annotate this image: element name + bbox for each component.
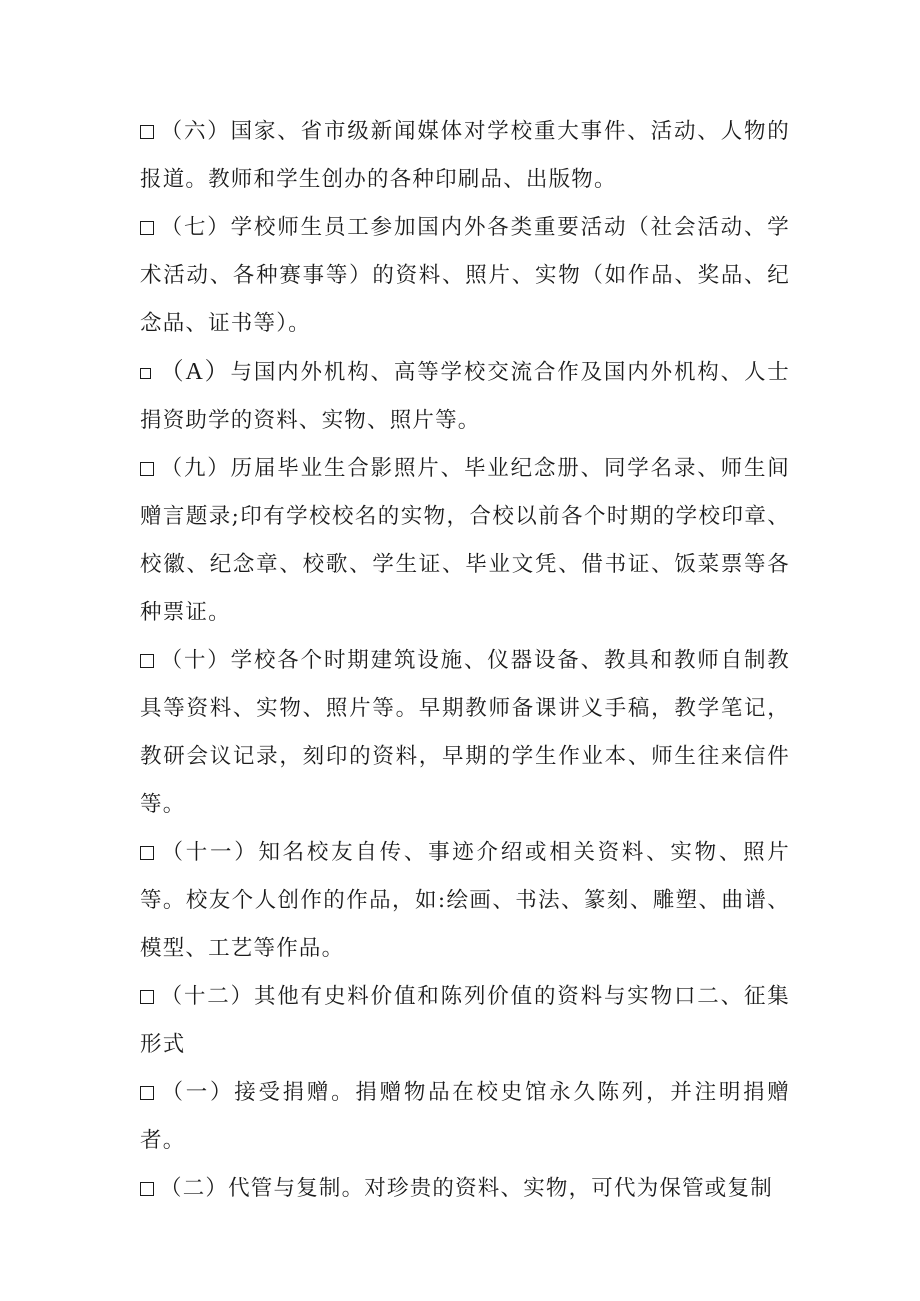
paragraph-form-1 <box>140 1069 790 1165</box>
paragraph-item-6 <box>140 108 790 204</box>
paragraph-text: （六）国家、省市级新闻媒体对学校重大事件、活动、人物的报道。教师和学生创办的各种印刷品、出版物。 <box>140 119 790 192</box>
paragraph-text: （十）学校各个时期建筑设施、仪器设备、教具和教师自制教具等资料、实物、照片等。早期教师备课讲义手稿，教学笔记，教研会议记录，刻印的资料，早期的学生作业本、师生往来信件等。 <box>140 648 790 817</box>
checkbox-icon <box>140 990 154 1004</box>
checkbox-icon <box>140 125 154 139</box>
paragraph-text: （一）接受捐赠。捐赠物品在校史馆永久陈列，并注明捐赠者。 <box>140 1080 790 1153</box>
paragraph-item-7 <box>140 204 790 348</box>
paragraph-text: （二）代管与复制。对珍贵的资料、实物，可代为保管或复制 <box>160 1176 773 1201</box>
paragraph-text: （七）学校师生员工参加国内外各类重要活动（社会活动、学术活动、各种赛事等）的资料、照片、实物（如作品、奖品、纪念品、证书等）。 <box>140 215 790 336</box>
checkbox-icon <box>140 654 154 668</box>
paragraph-item-8 <box>140 348 790 445</box>
paragraph-item-9 <box>140 445 790 637</box>
paragraph-form-2 <box>140 1165 790 1213</box>
paragraph-text: （十一）知名校友自传、事迹介绍或相关资料、实物、照片等。校友个人创作的作品，如:绘画、书法、篆刻、雕塑、曲谱、模型、工艺等作品。 <box>140 840 790 961</box>
checkbox-icon <box>140 1086 154 1100</box>
checkbox-icon <box>140 221 154 235</box>
document-body <box>140 108 790 1213</box>
checkbox-icon <box>140 846 154 860</box>
paragraph-item-11 <box>140 829 790 973</box>
paragraph-prefix: （A） <box>159 359 231 385</box>
paragraph-text: 与国内外机构、高等学校交流合作及国内外机构、人士捐资助学的资料、实物、照片等。 <box>140 360 790 433</box>
paragraph-text: （九）历届毕业生合影照片、毕业纪念册、同学名录、师生间赠言题录;印有学校校名的实物，合校以前各个时期的学校印章、校徽、纪念章、校歌、学生证、毕业文凭、借书证、饭菜票等各种票证。 <box>140 456 790 625</box>
checkbox-icon <box>140 1182 154 1196</box>
paragraph-item-12 <box>140 973 790 1069</box>
paragraph-item-10 <box>140 637 790 829</box>
checkbox-icon <box>140 462 154 476</box>
checkbox-icon <box>140 368 151 379</box>
paragraph-text: （十二）其他有史料价值和陈列价值的资料与实物口二、征集形式 <box>140 984 790 1057</box>
